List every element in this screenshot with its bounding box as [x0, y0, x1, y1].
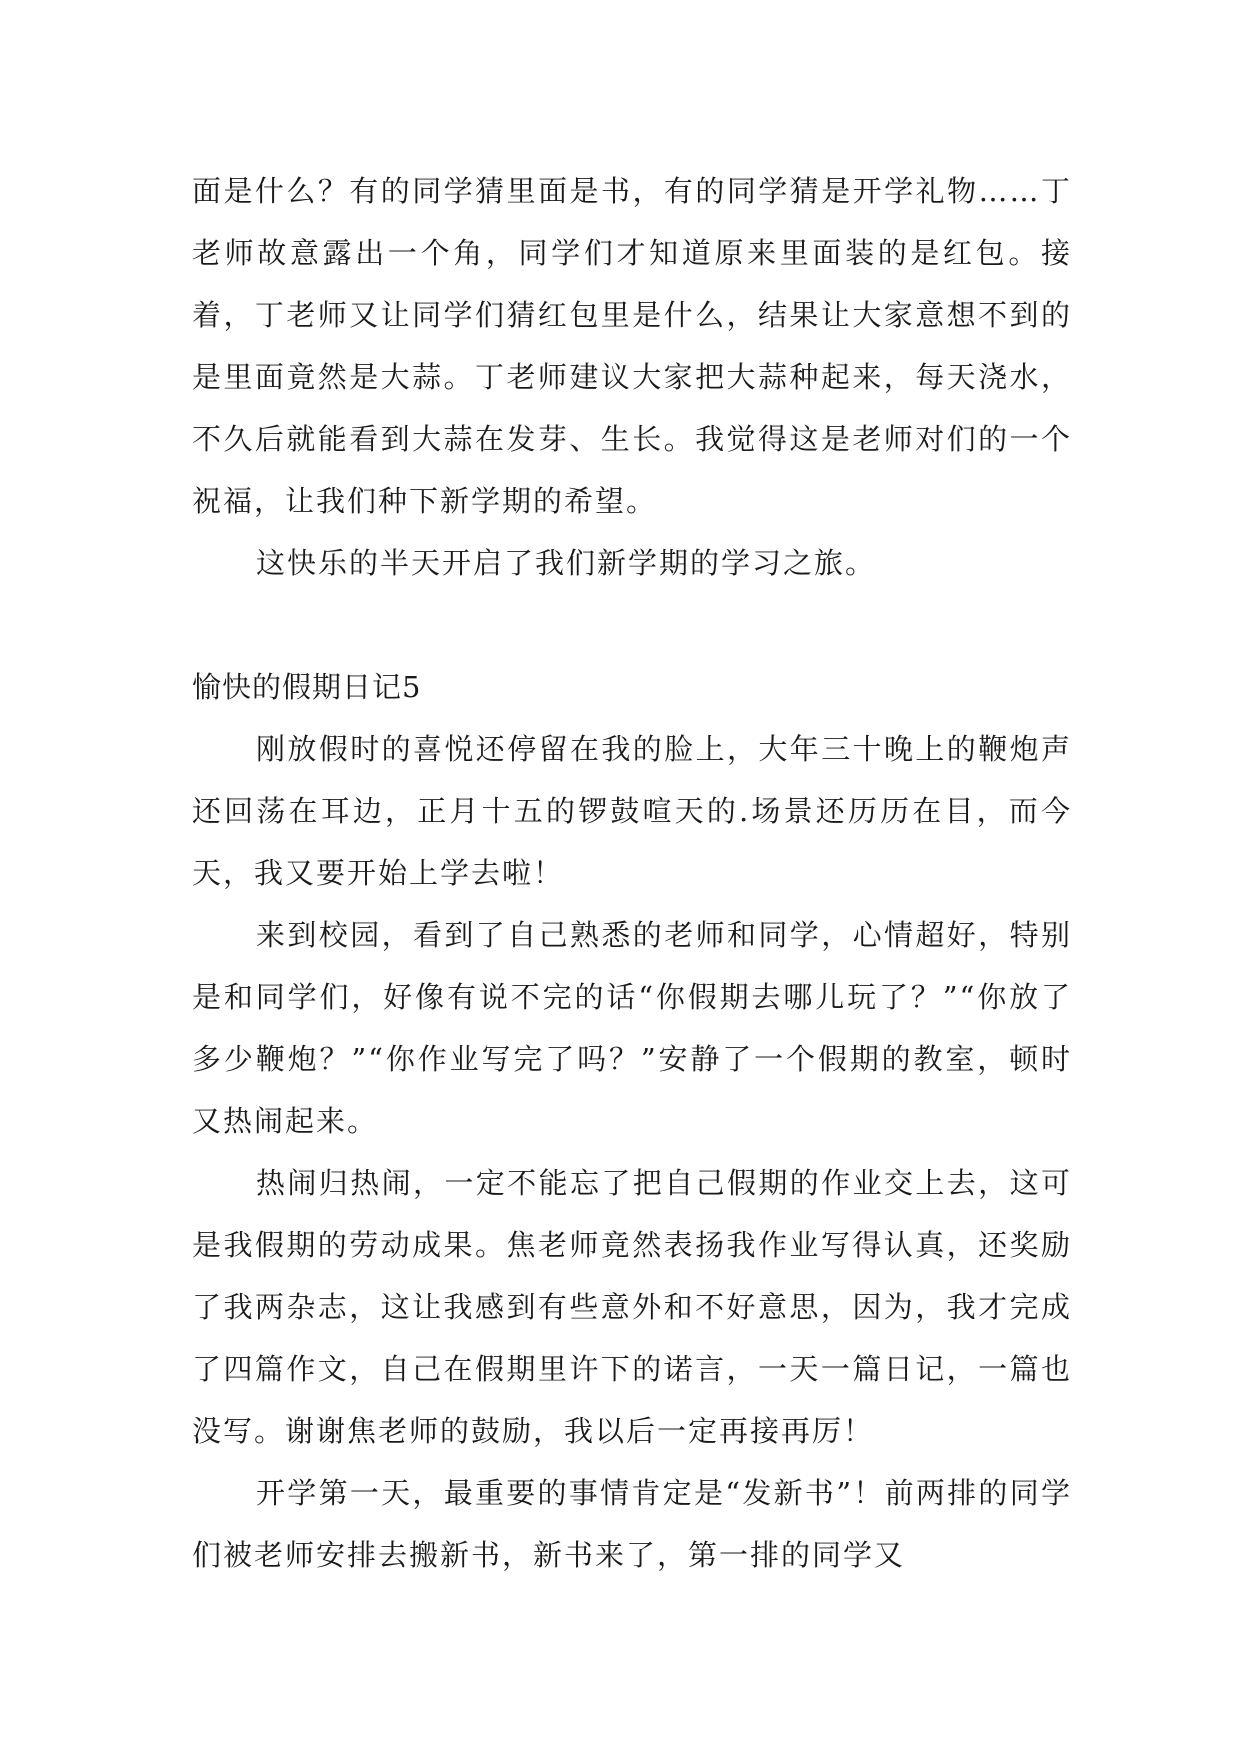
section-spacer [192, 594, 1072, 656]
paragraph: 开学第一天，最重要的事情肯定是“发新书”！前两排的同学们被老师安排去搬新书，新书来了，第一排的同学又 [192, 1476, 1072, 1572]
document-body [192, 160, 1072, 1586]
section-title: 愉快的假期日记5 [192, 670, 422, 704]
paragraph: 来到校园，看到了自己熟悉的老师和同学，心情超好，特别是和同学们，好像有说不完的话“你假期去哪儿玩了？”“你放了多少鞭炮？”“你作业写完了吗？”安静了一个假期的教室，顿时又热闹起来。 [192, 918, 1072, 1138]
paragraph: 热闹归热闹，一定不能忘了把自己假期的作业交上去，这可是我假期的劳动成果。焦老师竟然表扬我作业写得认真，还奖励了我两杂志，这让我感到有些意外和不好意思，因为，我才完成了四篇作文，自己在假期里许下的诺言，一天一篇日记，一篇也没写。谢谢焦老师的鼓励，我以后一定再接再厉！ [192, 1166, 1072, 1448]
paragraph: 刚放假时的喜悦还停留在我的脸上，大年三十晚上的鞭炮声还回荡在耳边，正月十五的锣鼓喧天的.场景还历历在目，而今天，我又要开始上学去啦！ [192, 732, 1072, 890]
paragraph: 面是什么？有的同学猜里面是书，有的同学猜是开学礼物……丁老师故意露出一个角，同学们才知道原来里面装的是红包。接着，丁老师又让同学们猜红包里是什么，结果让大家意想不到的是里面竟然是大蒜。丁老师建议大家把大蒜种起来，每天浇水，不久后就能看到大蒜在发芽、生长。我觉得这是老师对们的一个祝福，让我们种下新学期的希望。 [192, 174, 1072, 518]
paragraph: 这快乐的半天开启了我们新学期的学习之旅。 [256, 546, 877, 580]
